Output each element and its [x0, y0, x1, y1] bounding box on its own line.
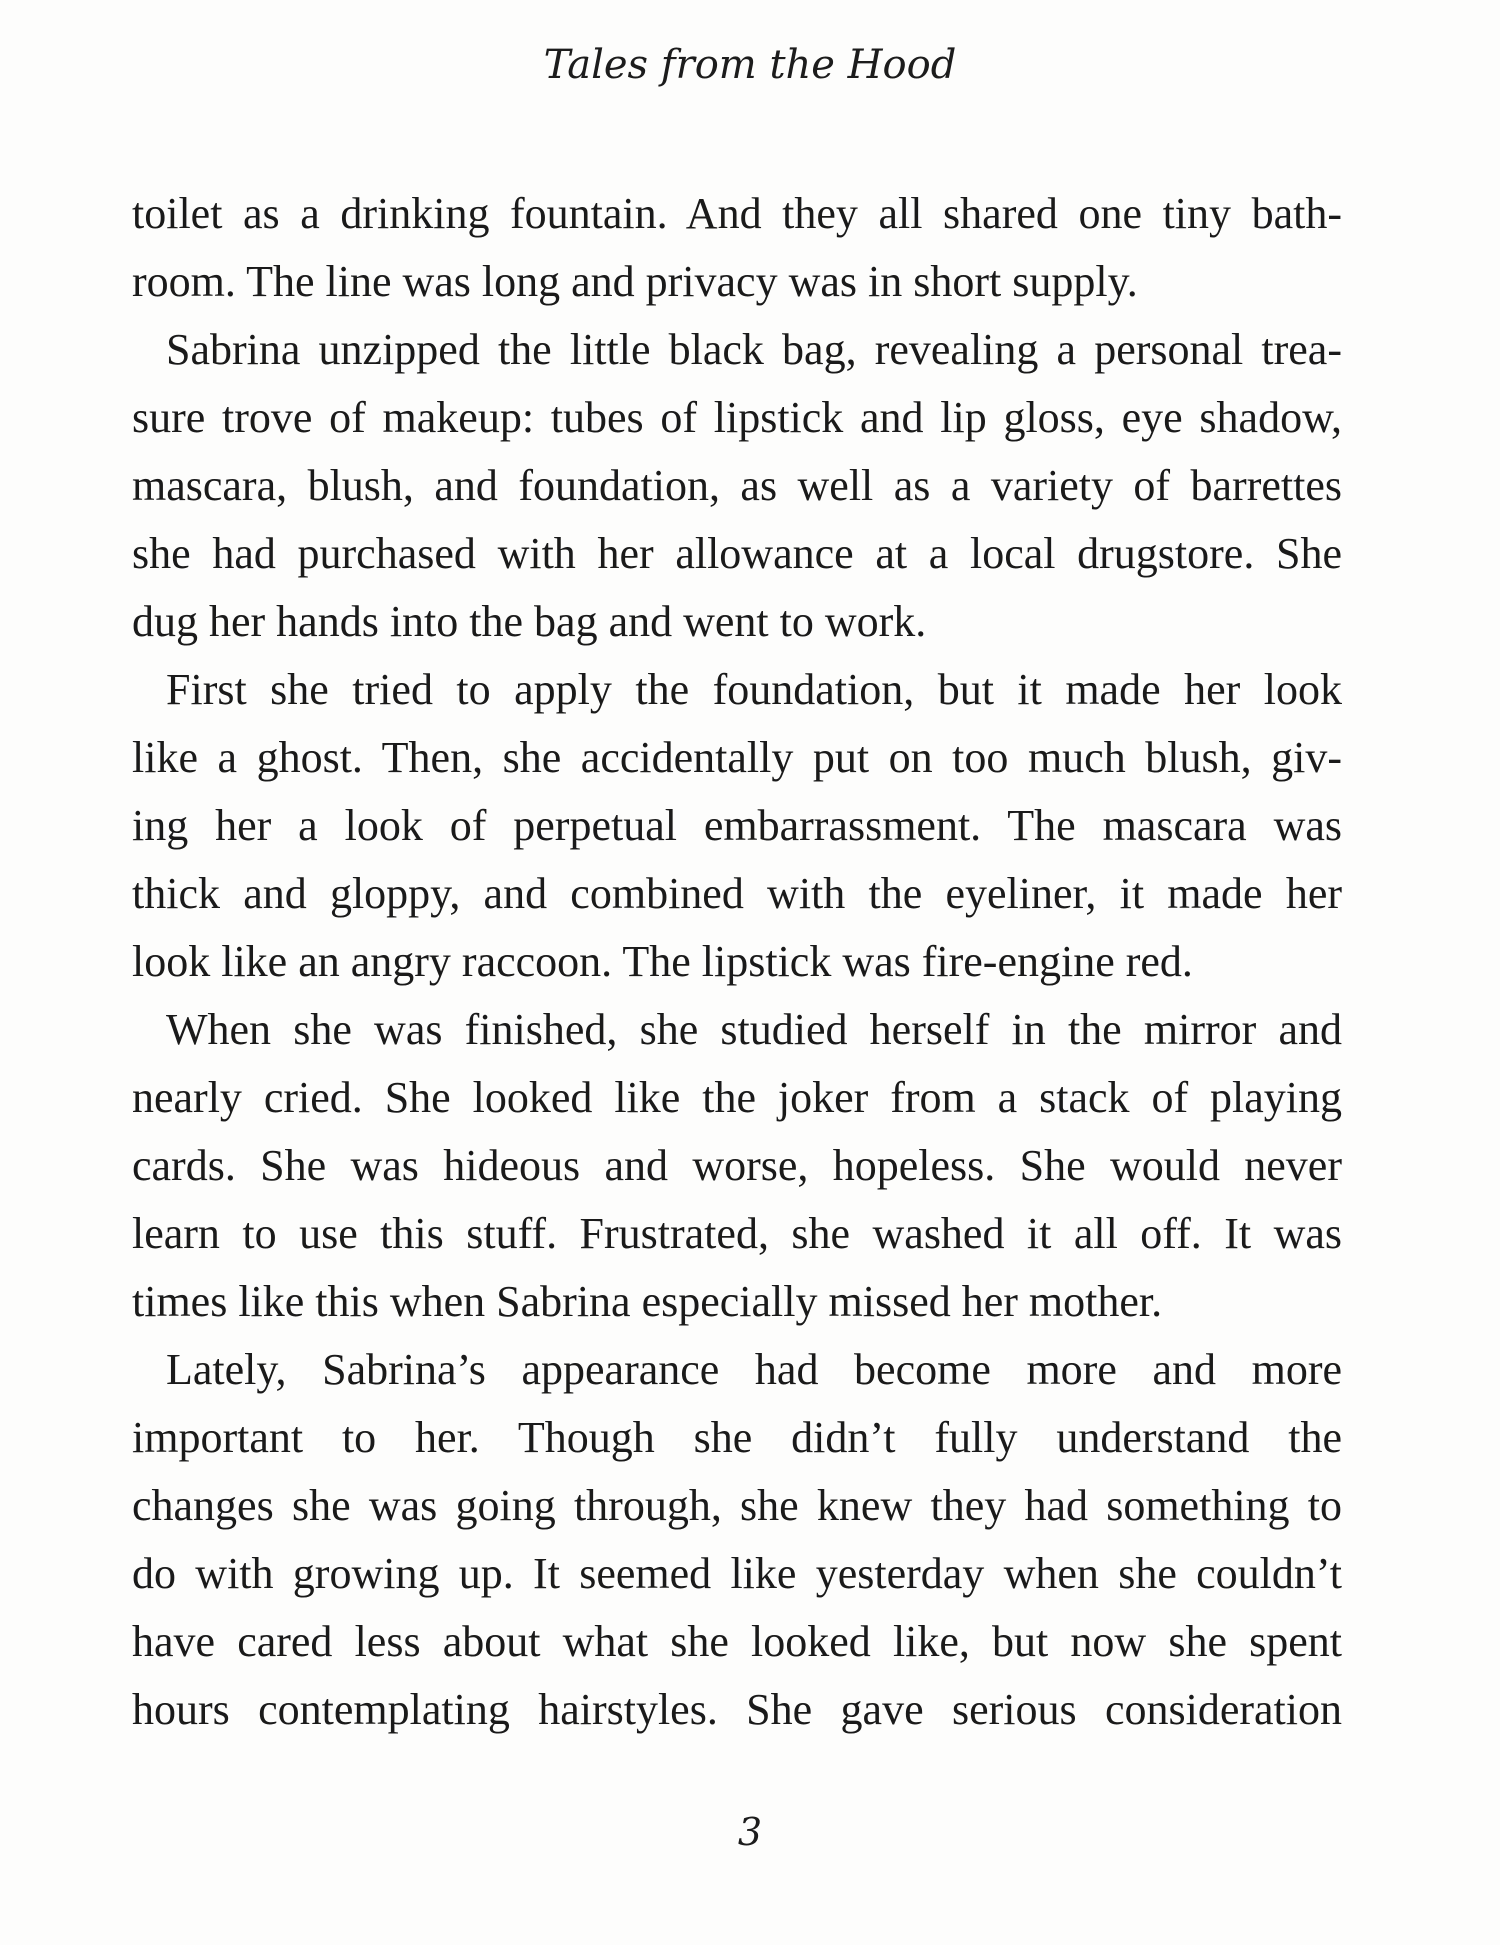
body-text: [132, 180, 1342, 1744]
text-line: changes she was going through, she knew they had something to: [132, 1481, 1342, 1530]
text-line: like a ghost. Then, she accidentally put on too much blush, giv-: [132, 733, 1342, 782]
text-line: room. The line was long and privacy was in short supply.: [132, 257, 1138, 306]
text-line: nearly cried. She looked like the joker from a stack of playing: [132, 1073, 1342, 1122]
paragraph: [132, 180, 1342, 316]
text-line: cards. She was hideous and worse, hopeless. She would never: [132, 1141, 1342, 1190]
text-line: When she was finished, she studied herself in the mirror and: [166, 1005, 1342, 1054]
text-line: Lately, Sabrina’s appearance had become more and more: [166, 1345, 1342, 1394]
text-line: times like this when Sabrina especially missed her mother.: [132, 1277, 1163, 1326]
text-line: dug her hands into the bag and went to work.: [132, 597, 927, 646]
text-line: thick and gloppy, and combined with the eyeliner, it made her: [132, 869, 1342, 918]
paragraph: [132, 1336, 1342, 1744]
page-number: 3: [737, 1810, 763, 1854]
paragraph: [132, 316, 1342, 656]
text-line: learn to use this stuff. Frustrated, she washed it all off. It was: [132, 1209, 1342, 1258]
text-line: have cared less about what she looked like, but now she spent: [132, 1617, 1342, 1666]
paragraph: [132, 656, 1342, 996]
text-line: do with growing up. It seemed like yesterday when she couldn’t: [132, 1549, 1342, 1598]
text-line: she had purchased with her allowance at a local drugstore. She: [132, 529, 1342, 578]
text-line: First she tried to apply the foundation, but it made her look: [166, 665, 1342, 714]
text-line: sure trove of makeup: tubes of lipstick and lip gloss, eye shadow,: [132, 393, 1342, 442]
text-line: ing her a look of perpetual embarrassment. The mascara was: [132, 801, 1342, 850]
text-line: mascara, blush, and foundation, as well as a variety of barrettes: [132, 461, 1342, 510]
text-line: hours contemplating hairstyles. She gave serious consideration: [132, 1685, 1342, 1734]
text-line: look like an angry raccoon. The lipstick was fire-engine red.: [132, 937, 1193, 986]
text-line: important to her. Though she didn’t fully understand the: [132, 1413, 1342, 1462]
text-line: toilet as a drinking fountain. And they all shared one tiny bath-: [132, 189, 1342, 238]
paragraph: [132, 996, 1342, 1336]
text-line: Sabrina unzipped the little black bag, revealing a personal trea-: [166, 325, 1342, 374]
running-head: Tales from the Hood: [543, 42, 957, 88]
